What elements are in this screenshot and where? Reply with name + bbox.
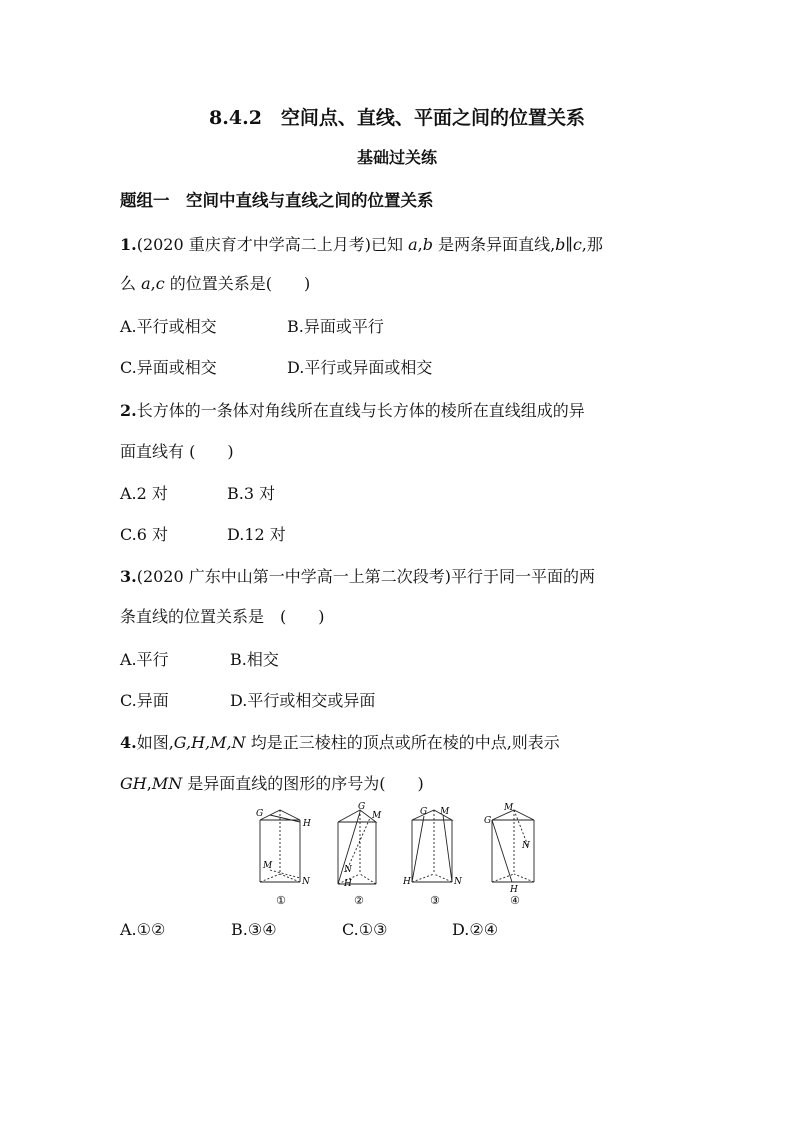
figure-label-1: ①: [276, 894, 286, 907]
q4-text-a: 如图,: [136, 733, 174, 752]
fig4-label-m: M: [504, 803, 514, 813]
q2-option-a: A.2 对: [120, 484, 168, 503]
fig1-label-h: H: [303, 819, 311, 829]
fig2-label-g: G: [358, 802, 366, 812]
q1-comma: ,: [417, 235, 423, 254]
fig2-label-h: H: [344, 879, 352, 889]
q1-text-end: ,那: [581, 235, 603, 254]
question-group-heading: 题组一 空间中直线与直线之间的位置关系: [120, 191, 434, 210]
q1-var-b2: b: [555, 235, 566, 254]
fig3-label-m: M: [440, 807, 450, 817]
q1-var-a2: a: [141, 274, 151, 293]
q4-mn: MN: [151, 774, 183, 793]
q1-line1: [120, 235, 603, 255]
figure-3-prism: [412, 810, 452, 882]
fig3-label-g: G: [420, 807, 428, 817]
q1-option-d: D.平行或异面或相交: [287, 358, 433, 377]
figure-label-3: ③: [430, 894, 440, 907]
q1-line2-a: 么: [120, 274, 142, 293]
q1-text-mid: 是两条异面直线,: [432, 235, 556, 254]
q2-number: 2.: [120, 401, 137, 420]
q3-line1: [120, 567, 595, 587]
fig1-label-g: G: [256, 809, 264, 819]
q4-option-d: D.②④: [452, 920, 499, 939]
q4-line1: [120, 733, 560, 753]
fig2-label-n: N: [344, 865, 352, 875]
figure-1-prism: [260, 810, 300, 882]
q1-var-a: a: [408, 235, 418, 254]
q4-line2: [120, 774, 424, 794]
q1-line2-b: 的位置关系是( ): [164, 274, 311, 293]
q3-line2: 条直线的位置关系是 ( ): [120, 607, 325, 626]
q1-option-c: C.异面或相交: [120, 358, 217, 377]
q4-number: 4.: [120, 733, 137, 752]
q1-option-b: B.异面或平行: [287, 317, 384, 336]
q4-text-b: 均是正三棱柱的顶点或所在棱的中点,则表示: [245, 733, 560, 752]
figure-label-4: ④: [510, 894, 520, 907]
page-title: 8.4.2 空间点、直线、平面之间的位置关系: [209, 107, 585, 129]
q1-number: 1.: [120, 235, 137, 254]
q3-option-c: C.异面: [120, 691, 169, 710]
q2-text-1: 长方体的一条体对角线所在直线与长方体的棱所在直线组成的异: [136, 401, 585, 420]
q1-var-c: c: [572, 235, 582, 254]
fig3-label-n: N: [454, 877, 462, 887]
q3-option-d: D.平行或相交或异面: [230, 691, 376, 710]
q1-parallel: ∥: [565, 235, 573, 254]
fig3-label-h: H: [403, 877, 411, 887]
q1-var-c2: c: [155, 274, 165, 293]
section-subtitle: 基础过关练: [356, 148, 437, 167]
q2-line2: 面直线有 ( ): [120, 442, 234, 461]
q3-option-a: A.平行: [120, 650, 169, 669]
q4-gh: GH: [120, 774, 147, 793]
q4-option-b: B.③④: [231, 920, 277, 939]
q4-option-a: A.①②: [120, 920, 166, 939]
q3-number: 3.: [120, 567, 137, 586]
q3-option-b: B.相交: [230, 650, 279, 669]
q2-option-c: C.6 对: [120, 525, 169, 544]
q1-line2: [120, 274, 310, 294]
q1-var-b: b: [422, 235, 433, 254]
fig4-label-n: N: [522, 841, 530, 851]
fig4-label-h: H: [510, 885, 518, 895]
q4-comma: ,: [146, 774, 152, 793]
fig1-label-m: M: [263, 861, 273, 871]
fig2-label-m: M: [372, 811, 382, 821]
fig1-label-n: N: [302, 877, 310, 887]
q2-option-b: B.3 对: [227, 484, 276, 503]
q3-text-1: (2020 广东中山第一中学高一上第二次段考)平行于同一平面的两: [136, 567, 595, 586]
q2-option-d: D.12 对: [227, 525, 286, 544]
prism-figures: [240, 800, 560, 910]
q1-option-a: A.平行或相交: [120, 317, 217, 336]
q4-points: G,H,M,N: [173, 733, 246, 752]
q4-text-c: 是异面直线的图形的序号为( ): [182, 774, 424, 793]
fig4-label-g: G: [484, 816, 492, 826]
q1-comma2: ,: [150, 274, 156, 293]
q4-option-c: C.①③: [342, 920, 388, 939]
q2-line1: [120, 401, 585, 421]
q1-text-a: (2020 重庆育才中学高二上月考)已知: [136, 235, 409, 254]
figure-label-2: ②: [354, 894, 364, 907]
